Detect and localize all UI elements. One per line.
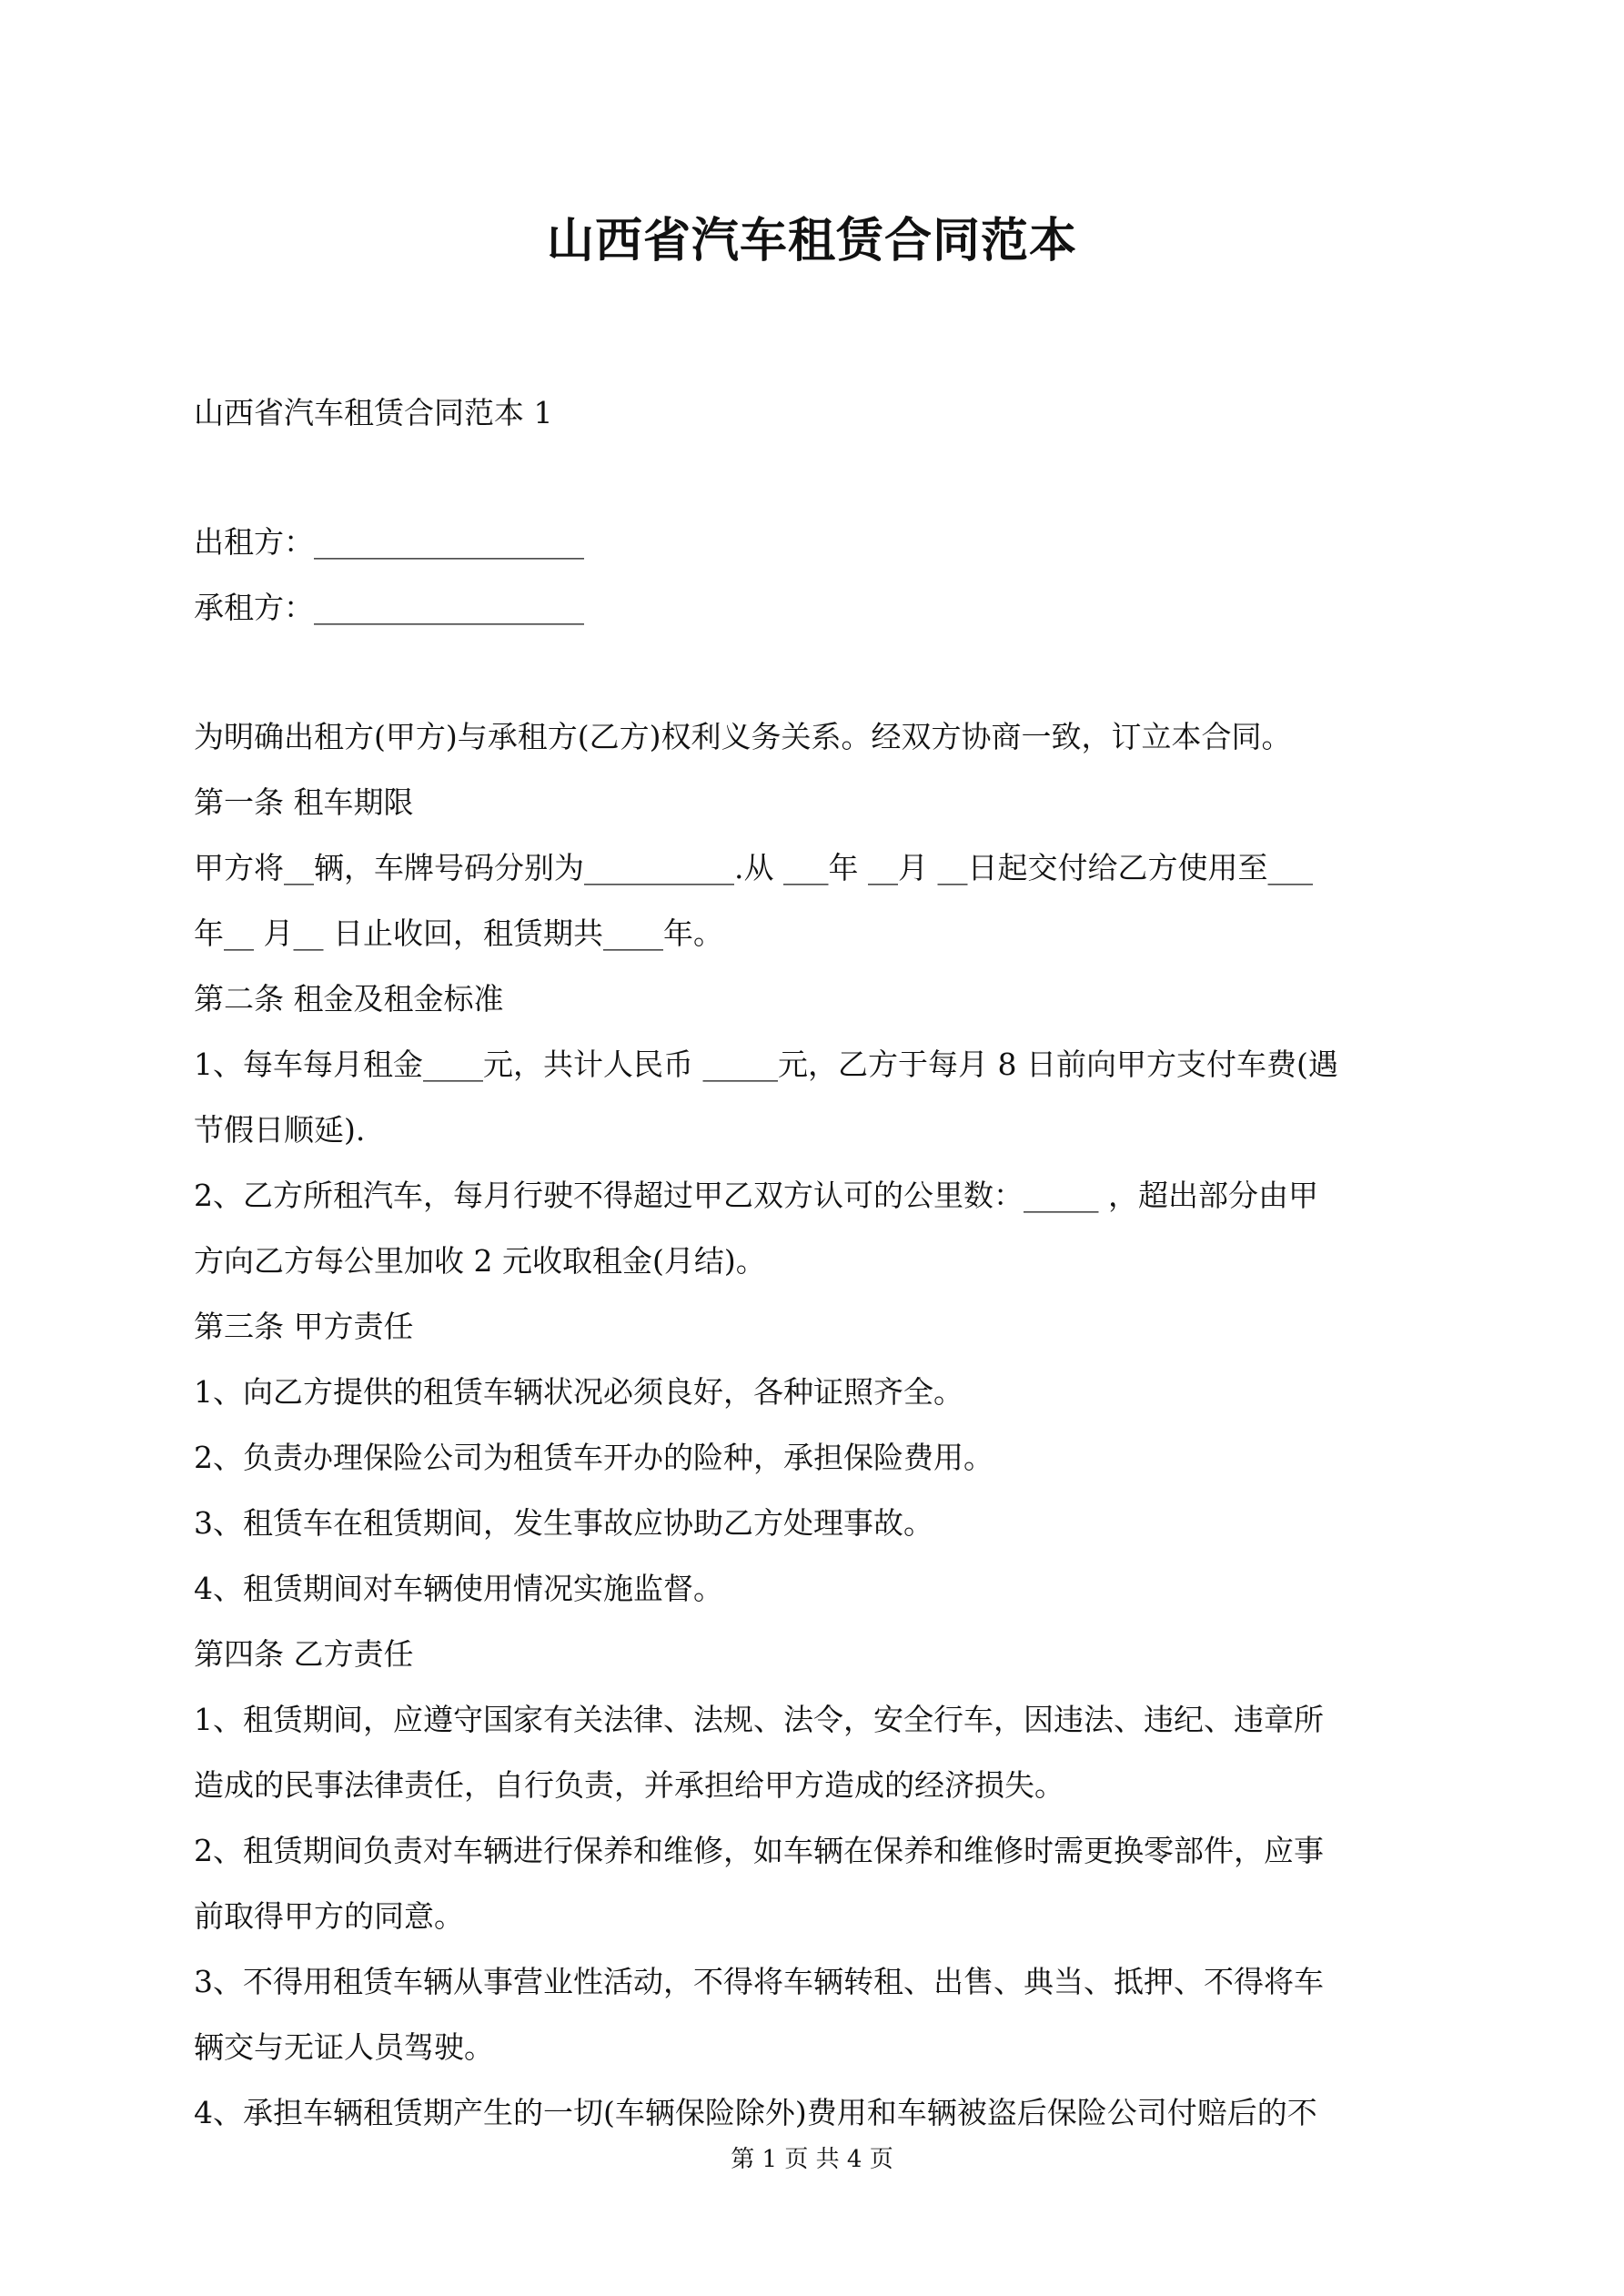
text-line: 3、租赁车在租赁期间，发生事故应协助乙方处理事故。 (194, 1505, 933, 1541)
intro-paragraph: 为明确出租方(甲方)与承租方(乙方)权利义务关系。经双方协商一致，订立本合同。 (194, 719, 1292, 754)
text-line: 1、向乙方提供的租赁车辆状况必须良好，各种证照齐全。 (194, 1374, 963, 1410)
page-footer: 第 1 页 共 4 页 (731, 2146, 893, 2173)
text-line: 方向乙方每公里加收 2 元收取租金(月结)。 (194, 1243, 766, 1279)
text-line: 甲方将__辆，车牌号码分别为__________.从 ___年 __月 __日起交付给乙方使用至___ (194, 850, 1313, 885)
text-line: 前取得甲方的同意。 (194, 1898, 464, 1934)
text-line: 造成的民事法律责任，自行负责，并承担给甲方造成的经济损失。 (194, 1767, 1064, 1803)
text-line: 2、租赁期间负责对车辆进行保养和维修，如车辆在保养和维修时需更换零部件，应事 (194, 1833, 1324, 1868)
text-line: 节假日顺延). (194, 1112, 366, 1148)
lessee-field: 承租方：__________________ (194, 590, 584, 625)
clause-heading: 第四条 乙方责任 (194, 1636, 414, 1672)
text-line: 1、租赁期间，应遵守国家有关法律、法规、法令，安全行车，因违法、违纪、违章所 (194, 1702, 1324, 1737)
text-line: 辆交与无证人员驾驶。 (194, 2029, 494, 2065)
text-line: 年__ 月__ 日止收回，租赁期共____年。 (194, 915, 723, 951)
text-line: 2、负责办理保险公司为租赁车开办的险种，承担保险费用。 (194, 1440, 994, 1475)
text-line: 3、不得用租赁车辆从事营业性活动，不得将车辆转租、出售、典当、抵押、不得将车 (194, 1964, 1324, 1999)
text-line: 1、每车每月租金____元，共计人民币 _____元，乙方于每月 8 日前向甲方支付车费(遇 (194, 1047, 1338, 1082)
text-line: 4、承担车辆租赁期产生的一切(车辆保险除外)费用和车辆被盗后保险公司付赔后的不 (194, 2095, 1317, 2130)
text-line: 4、租赁期间对车辆使用情况实施监督。 (194, 1571, 723, 1606)
lessor-field: 出租方：__________________ (194, 524, 584, 560)
document-title: 山西省汽车租赁合同范本 (546, 213, 1077, 268)
clause-heading: 第三条 甲方责任 (194, 1309, 414, 1344)
document-subtitle: 山西省汽车租赁合同范本 1 (194, 395, 553, 430)
clause-heading: 第一条 租车期限 (194, 784, 414, 820)
clause-heading: 第二条 租金及租金标准 (194, 981, 504, 1017)
text-line: 2、乙方所租汽车，每月行驶不得超过甲乙双方认可的公里数：_____ ，超出部分由甲 (194, 1178, 1318, 1213)
